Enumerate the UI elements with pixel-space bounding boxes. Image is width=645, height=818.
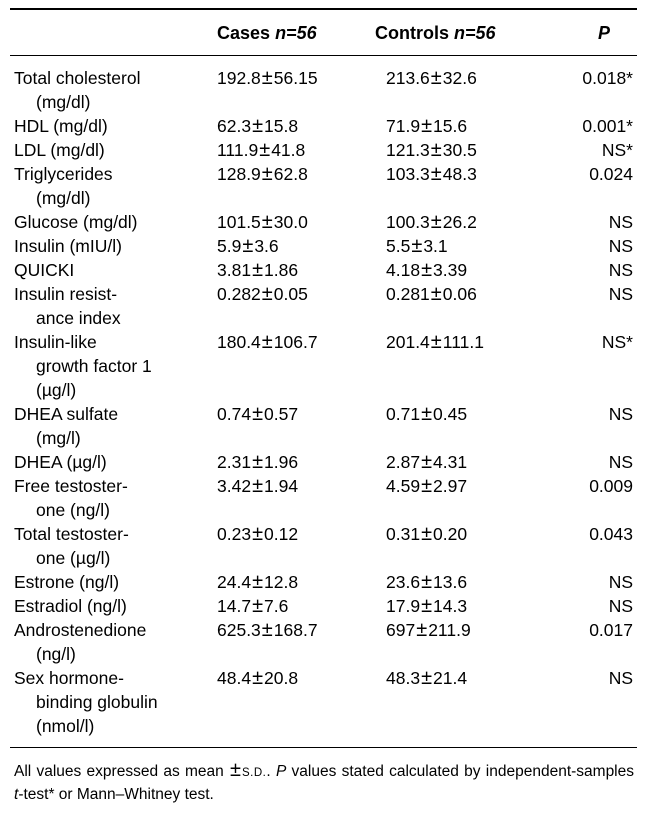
mean-value: 3.81 <box>217 260 252 280</box>
plus-minus-sign: ± <box>421 475 433 497</box>
sd-value: 56.15 <box>273 68 318 88</box>
plus-minus-sign: ± <box>421 523 433 545</box>
sd-value: 1.86 <box>264 260 299 280</box>
sd-value: 20.8 <box>264 668 299 688</box>
row-label-line: binding globulin <box>36 692 158 712</box>
row-label-line: Insulin (mIU/l) <box>14 236 122 256</box>
cases-value <box>217 210 308 234</box>
mean-value: 0.282 <box>217 284 261 304</box>
row-label-line: (µg/l) <box>36 380 77 400</box>
row-label-line: Glucose (mg/dl) <box>14 212 138 232</box>
controls-value <box>386 210 477 234</box>
plus-minus-sign: ± <box>421 571 433 593</box>
mean-value: 48.4 <box>217 668 252 688</box>
sd-value: 3.6 <box>254 236 279 256</box>
plus-minus-sign: ± <box>252 595 264 617</box>
row-label <box>14 114 209 138</box>
p-value: 0.017 <box>589 620 633 640</box>
row-label <box>14 450 209 474</box>
row-label-line: Total testoster- <box>14 524 129 544</box>
cases-value <box>217 282 308 306</box>
row-label-line: Estradiol (ng/l) <box>14 596 127 616</box>
row-label-line: DHEA (µg/l) <box>14 452 107 472</box>
sd-value: 0.05 <box>273 284 308 304</box>
sd-value: 48.3 <box>442 164 477 184</box>
mean-value: 5.9 <box>217 236 242 256</box>
mean-value: 111.9 <box>217 140 259 160</box>
row-label-line: (mg/dl) <box>36 188 91 208</box>
mean-value: 0.281 <box>386 284 430 304</box>
row-label <box>14 258 209 282</box>
plus-minus-sign: ± <box>259 139 271 161</box>
cases-value <box>217 618 318 642</box>
cases-value <box>217 114 298 138</box>
plus-minus-sign: ± <box>430 331 442 353</box>
row-label-line: (mg/dl) <box>36 92 91 112</box>
row-label-line: Sex hormone- <box>14 668 124 688</box>
plus-minus-sign: ± <box>252 523 264 545</box>
row-label-line: DHEA sulfate <box>14 404 119 424</box>
sd-value: 26.2 <box>442 212 477 232</box>
mean-value: 697 <box>386 620 416 640</box>
sd-value: 15.6 <box>433 116 468 136</box>
cases-value <box>217 138 305 162</box>
plus-minus-sign: ± <box>252 403 264 425</box>
row-label-line: (mg/l) <box>36 428 81 448</box>
bottom-rule <box>10 747 637 748</box>
plus-minus-sign: ± <box>252 571 264 593</box>
plus-minus-sign: ± <box>261 163 273 185</box>
mean-value: 48.3 <box>386 668 421 688</box>
controls-value <box>386 114 467 138</box>
plus-minus-sign: ± <box>421 667 433 689</box>
cases-value <box>217 474 298 498</box>
controls-value <box>386 618 471 642</box>
mean-value: 625.3 <box>217 620 261 640</box>
sd-value: 4.31 <box>433 452 468 472</box>
cases-value <box>217 666 298 690</box>
top-rule <box>10 8 637 10</box>
p-value: NS <box>608 572 633 592</box>
plus-minus-sign: ± <box>261 619 273 641</box>
p-value: NS <box>608 452 633 472</box>
row-label-line: Insulin resist- <box>14 284 118 304</box>
plus-minus-sign: ± <box>252 667 264 689</box>
sd-value: 0.57 <box>264 404 299 424</box>
row-label-line: Androstenedione <box>14 620 147 640</box>
sd-value: 1.94 <box>264 476 299 496</box>
controls-header: Controls n=56 <box>375 23 496 43</box>
sd-value: 7.6 <box>264 596 289 616</box>
mean-value: 5.5 <box>386 236 411 256</box>
footnote: All values expressed as mean ±S.D.. P values stated calculated by independent-samples t-test* or Mann–Whitney test. <box>14 759 634 803</box>
p-value: NS <box>608 284 633 304</box>
row-label <box>14 138 209 162</box>
p-value: 0.001* <box>582 116 633 136</box>
mean-value: 23.6 <box>386 572 421 592</box>
controls-value <box>386 282 477 306</box>
plus-minus-sign: ± <box>430 283 442 305</box>
sd-value: 62.8 <box>273 164 308 184</box>
sd-value: 30.5 <box>442 140 477 160</box>
mean-value: 24.4 <box>217 572 252 592</box>
row-label <box>14 594 209 618</box>
row-label-line: Triglycerides <box>14 164 113 184</box>
cases-value <box>217 402 298 426</box>
p-value: 0.043 <box>589 524 633 544</box>
controls-value <box>386 234 448 258</box>
plus-minus-sign: ± <box>261 331 273 353</box>
mean-value: 0.31 <box>386 524 421 544</box>
cases-value <box>217 594 288 618</box>
controls-value <box>386 66 477 90</box>
cases-value <box>217 330 318 354</box>
plus-minus-sign: ± <box>430 67 442 89</box>
mean-value: 2.87 <box>386 452 421 472</box>
sd-value: 2.97 <box>433 476 468 496</box>
row-label <box>14 570 209 594</box>
plus-minus-sign: ± <box>261 67 273 89</box>
controls-value <box>386 258 467 282</box>
mean-value: 4.18 <box>386 260 421 280</box>
row-label <box>14 234 209 258</box>
mean-value: 213.6 <box>386 68 430 88</box>
mean-value: 103.3 <box>386 164 430 184</box>
plus-minus-sign: ± <box>421 115 433 137</box>
sd-value: 0.06 <box>442 284 477 304</box>
row-label-line: (ng/l) <box>36 644 76 664</box>
header-rule <box>10 55 637 56</box>
row-label-line: Insulin-like <box>14 332 97 352</box>
row-label-line: HDL (mg/dl) <box>14 116 108 136</box>
sd-value: 106.7 <box>273 332 318 352</box>
p-value: NS <box>608 260 633 280</box>
mean-value: 128.9 <box>217 164 261 184</box>
row-label-line: Estrone (ng/l) <box>14 572 120 592</box>
mean-value: 121.3 <box>386 140 430 160</box>
sd-value: 15.8 <box>264 116 299 136</box>
plus-minus-sign: ± <box>411 235 423 257</box>
row-label-line: Free testoster- <box>14 476 128 496</box>
row-label <box>14 282 209 330</box>
controls-value <box>386 570 467 594</box>
controls-value <box>386 330 484 354</box>
mean-value: 62.3 <box>217 116 252 136</box>
row-label-line: Total cholesterol <box>14 68 141 88</box>
cases-value <box>217 258 298 282</box>
mean-value: 2.31 <box>217 452 252 472</box>
sd-value: 3.1 <box>423 236 448 256</box>
plus-minus-sign: ± <box>421 451 433 473</box>
p-value: NS <box>608 236 633 256</box>
mean-value: 100.3 <box>386 212 430 232</box>
mean-value: 201.4 <box>386 332 430 352</box>
cases-header: Cases n=56 <box>217 23 317 43</box>
controls-value <box>386 666 467 690</box>
controls-value <box>386 522 467 546</box>
plus-minus-sign: ± <box>252 451 264 473</box>
plus-minus-sign: ± <box>421 259 433 281</box>
sd-value: 30.0 <box>273 212 308 232</box>
sd-value: 0.45 <box>433 404 468 424</box>
controls-value <box>386 594 467 618</box>
plus-minus-sign: ± <box>242 235 254 257</box>
p-header: P <box>598 23 611 43</box>
cases-value <box>217 450 298 474</box>
mean-value: 4.59 <box>386 476 421 496</box>
controls-value <box>386 162 477 186</box>
sd-value: 13.6 <box>433 572 468 592</box>
row-label <box>14 330 209 402</box>
plus-minus-sign: ± <box>261 283 273 305</box>
cases-value <box>217 66 318 90</box>
plus-minus-sign: ± <box>416 619 428 641</box>
plus-minus-sign: ± <box>261 211 273 233</box>
p-value: NS <box>608 212 633 232</box>
mean-value: 180.4 <box>217 332 261 352</box>
sd-value: 12.8 <box>264 572 299 592</box>
p-value: NS <box>608 404 633 424</box>
controls-value <box>386 450 467 474</box>
p-value: NS <box>608 668 633 688</box>
controls-value <box>386 138 477 162</box>
p-value: 0.009 <box>589 476 633 496</box>
row-label-line: growth factor 1 <box>36 356 152 376</box>
sd-value: 211.9 <box>428 620 471 640</box>
plus-minus-sign: ± <box>421 403 433 425</box>
p-value: 0.024 <box>589 164 633 184</box>
plus-minus-sign: ± <box>252 115 264 137</box>
sd-value: 21.4 <box>433 668 468 688</box>
plus-minus-sign: ± <box>421 595 433 617</box>
controls-value <box>386 402 467 426</box>
plus-minus-sign: ± <box>430 163 442 185</box>
mean-value: 192.8 <box>217 68 261 88</box>
row-label <box>14 210 209 234</box>
row-label-line: one (ng/l) <box>36 500 110 520</box>
sd-value: 14.3 <box>433 596 468 616</box>
mean-value: 0.74 <box>217 404 252 424</box>
mean-value: 71.9 <box>386 116 421 136</box>
row-label <box>14 618 209 666</box>
row-label <box>14 66 209 114</box>
mean-value: 0.23 <box>217 524 252 544</box>
mean-value: 101.5 <box>217 212 261 232</box>
mean-value: 0.71 <box>386 404 421 424</box>
row-label-line: QUICKI <box>14 260 75 280</box>
sd-value: 0.20 <box>433 524 468 544</box>
p-value: NS <box>608 596 633 616</box>
plus-minus-sign: ± <box>430 139 442 161</box>
sd-value: 111.1 <box>442 332 484 352</box>
sd-value: 41.8 <box>271 140 306 160</box>
cases-value <box>217 522 298 546</box>
row-label <box>14 522 209 570</box>
p-value: NS* <box>601 332 633 352</box>
row-label-line: ance index <box>36 308 121 328</box>
plus-minus-sign: ± <box>252 259 264 281</box>
row-label-line: one (µg/l) <box>36 548 111 568</box>
row-label <box>14 666 209 738</box>
cases-value <box>217 162 308 186</box>
p-value: NS* <box>601 140 633 160</box>
sd-value: 3.39 <box>433 260 468 280</box>
sd-value: 1.96 <box>264 452 299 472</box>
controls-value <box>386 474 467 498</box>
row-label <box>14 402 209 450</box>
row-label-line: LDL (mg/dl) <box>14 140 105 160</box>
cases-value <box>217 570 298 594</box>
cases-value <box>217 234 279 258</box>
row-label <box>14 162 209 210</box>
mean-value: 14.7 <box>217 596 252 616</box>
sd-value: 32.6 <box>442 68 477 88</box>
plus-minus-sign: ± <box>430 211 442 233</box>
row-label <box>14 474 209 522</box>
p-value: 0.018* <box>582 68 633 88</box>
sd-value: 0.12 <box>264 524 299 544</box>
sd-value: 168.7 <box>273 620 318 640</box>
mean-value: 3.42 <box>217 476 252 496</box>
mean-value: 17.9 <box>386 596 421 616</box>
plus-minus-sign: ± <box>252 475 264 497</box>
row-label-line: (nmol/l) <box>36 716 95 736</box>
